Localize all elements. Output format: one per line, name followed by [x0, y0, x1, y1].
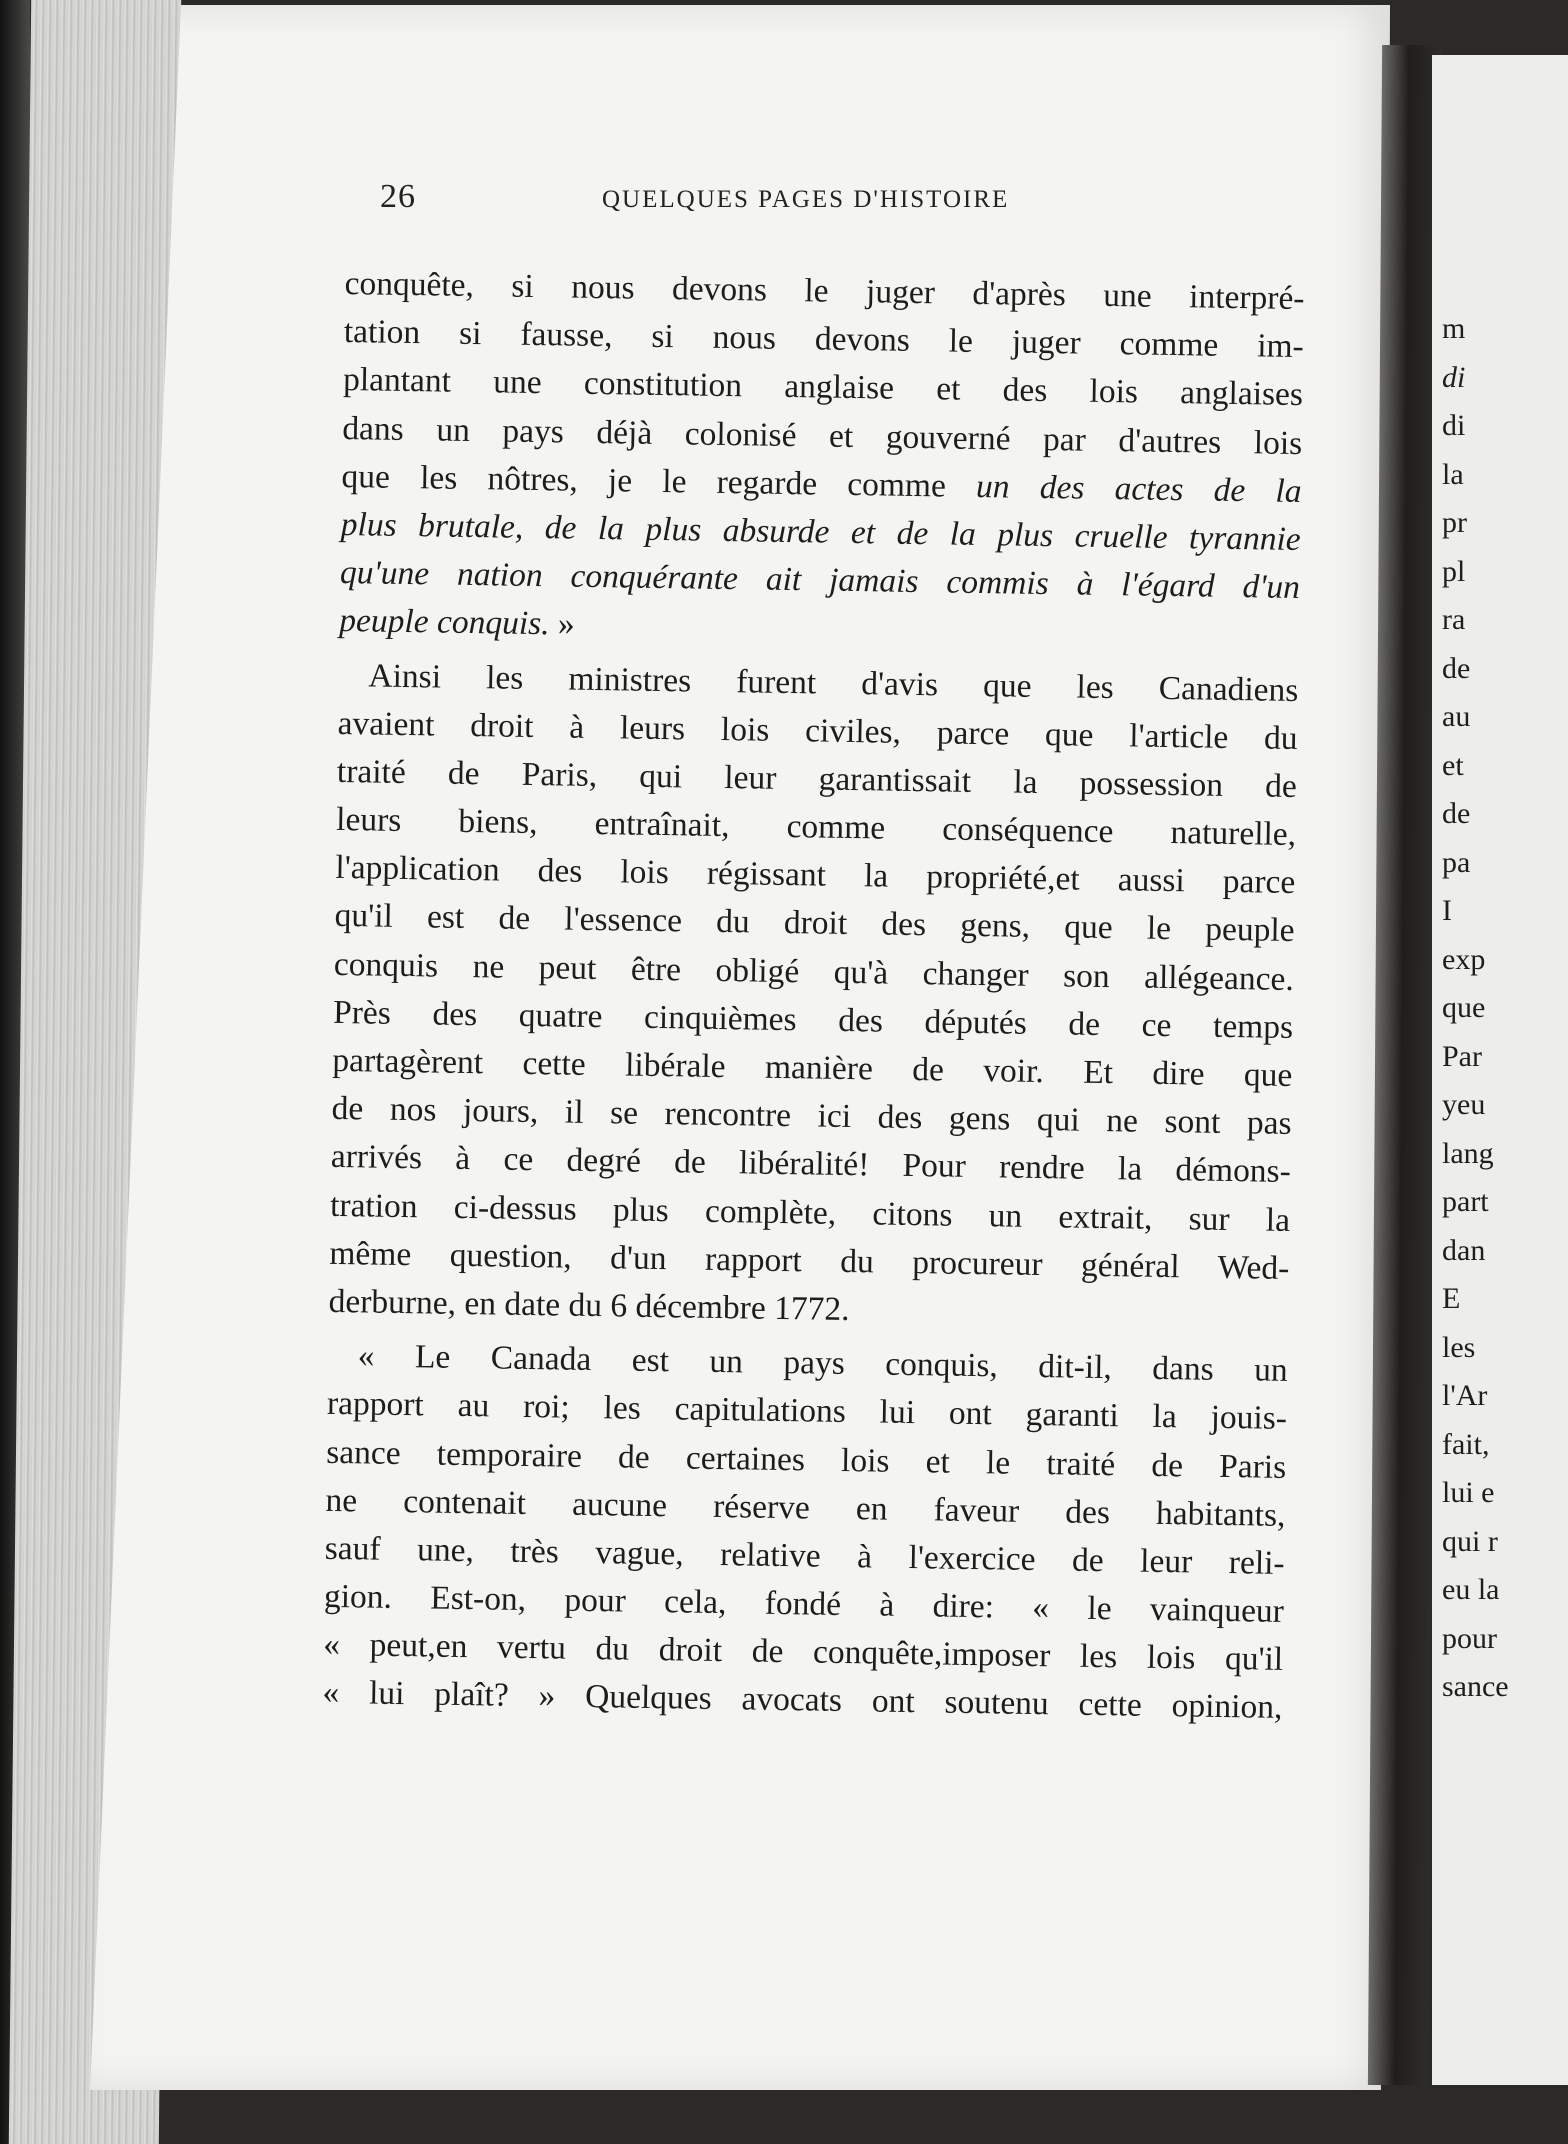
page-number: 26	[380, 178, 416, 215]
right-page-fragment: part	[1442, 1185, 1489, 1218]
text-run: traité de Paris, qui leur garantissait la possession de	[336, 752, 1298, 805]
text-run: derburne, en date du 6 décembre 1772.	[328, 1282, 850, 1328]
text-run: Près des quatre cinquièmes des députés de ce temps	[332, 993, 1294, 1046]
italic-text-run: plus brutale, de la plus absurde et de la plus cruelle tyrannie	[340, 505, 1302, 558]
italic-text-run: qu'une nation conquérante ait jamais commis à l'égard d'un	[339, 554, 1301, 607]
right-page-fragment: sance	[1442, 1670, 1509, 1703]
text-run: que les nôtres, je le regarde comme	[341, 457, 977, 505]
text-run: ne contenait aucune réserve en faveur des habitants,	[325, 1481, 1286, 1534]
text-run: avaient droit à leurs lois civiles, parce que l'article du	[337, 704, 1298, 757]
right-page-fragment: Par	[1442, 1039, 1482, 1073]
text-run: leurs biens, entraînait, comme conséquence naturelle,	[335, 800, 1297, 854]
book-gutter	[1368, 45, 1442, 2085]
paragraph	[322, 1332, 1288, 1733]
right-page-fragment: eu la	[1442, 1573, 1500, 1606]
text-run: gion. Est-on, pour cela, fondé à dire: « le vainqueur	[323, 1577, 1285, 1630]
text-run: sauf une, très vague, relative à l'exercice de leur reli-	[324, 1529, 1285, 1582]
right-page-fragment: m	[1442, 312, 1466, 345]
right-page-fragment: exp	[1442, 942, 1486, 976]
text-run: dans un pays déjà colonisé et gouverné par d'autres lois	[342, 409, 1303, 462]
text-run: »	[549, 605, 575, 643]
text-run: arrivés à ce degré de libéralité! Pour rendre la démons-	[330, 1138, 1292, 1191]
paragraph	[339, 260, 1305, 661]
right-page-fragment: dan	[1442, 1233, 1486, 1267]
body-text	[322, 260, 1305, 1733]
right-page-fragment: l'Ar	[1442, 1379, 1488, 1412]
right-page-fragment: E	[1442, 1282, 1461, 1315]
right-page-fragment: les	[1442, 1330, 1476, 1364]
text-run: Ainsi les ministres furent d'avis que les Canadiens	[368, 656, 1299, 709]
right-page-fragment: que	[1442, 991, 1486, 1024]
italic-text-run: peuple conquis.	[339, 602, 550, 643]
right-page-fragment: pa	[1442, 845, 1471, 879]
right-page-fragment: pour	[1442, 1621, 1497, 1655]
italic-text-run: un des actes de la	[975, 467, 1302, 510]
text-run: même question, d'un rapport du procureur général Wed-	[329, 1234, 1290, 1287]
text-run: « lui plaît? » Quelques avocats ont soutenu cette opinion,	[322, 1674, 1283, 1727]
running-title: QUELQUES PAGES D'HISTOIRE	[602, 186, 1010, 213]
right-page-line-fragments	[1442, 305, 1568, 1712]
text-run: partagèrent cette libérale manière de voir. Et dire que	[332, 1041, 1293, 1094]
text-run: l'application des lois régissant la propriété,et aussi parce	[335, 849, 1296, 902]
text-run: rapport au roi; les capitulations lui ont garanti la jouis-	[326, 1385, 1288, 1438]
right-page-fragment: pl	[1442, 554, 1466, 588]
right-page-fragment: et	[1442, 748, 1464, 782]
right-page-fragment: lui e	[1442, 1476, 1495, 1509]
right-page-fragment: la	[1442, 457, 1464, 491]
text-run: tration ci-dessus plus complète, citons un extrait, sur la	[329, 1186, 1291, 1239]
right-page	[1432, 55, 1568, 2085]
text-run: plantant une constitution anglaise et des lois anglaises	[342, 361, 1304, 414]
right-page-fragment: au	[1442, 700, 1471, 733]
text-run: qu'il est de l'essence du droit des gens, que le peuple	[334, 897, 1295, 950]
page-header	[380, 178, 1080, 218]
text-run: de nos jours, il se rencontre ici des gens qui ne sont pas	[331, 1090, 1292, 1143]
right-page-fragment: fait,	[1442, 1427, 1490, 1461]
text-run: conquête, si nous devons le juger d'après une interpré-	[344, 264, 1305, 318]
right-page-fragment: qui r	[1442, 1524, 1498, 1558]
right-page-fragment: pr	[1442, 506, 1467, 539]
right-page-fragment: di	[1442, 360, 1466, 394]
text-run: tation si fausse, si nous devons le juger comme im-	[343, 313, 1305, 366]
text-run: conquis ne peut être obligé qu'à changer son allégeance.	[333, 945, 1295, 998]
right-page-fragment: de	[1442, 797, 1471, 830]
text-run: « Le Canada est un pays conquis, dit-il, dans un	[357, 1337, 1288, 1390]
right-page-fragment: lang	[1442, 1136, 1494, 1170]
right-page-fragment: di	[1442, 409, 1466, 442]
right-page-fragment: yeu	[1442, 1088, 1486, 1121]
text-run: « peut,en vertu du droit de conquête,imposer les lois qu'il	[322, 1626, 1284, 1679]
text-run: sance temporaire de certaines lois et le traité de Paris	[325, 1433, 1287, 1486]
right-page-fragment: de	[1442, 651, 1471, 685]
right-page-fragment: ra	[1442, 603, 1466, 636]
paragraph	[328, 651, 1298, 1341]
right-page-fragment: I	[1442, 894, 1452, 927]
